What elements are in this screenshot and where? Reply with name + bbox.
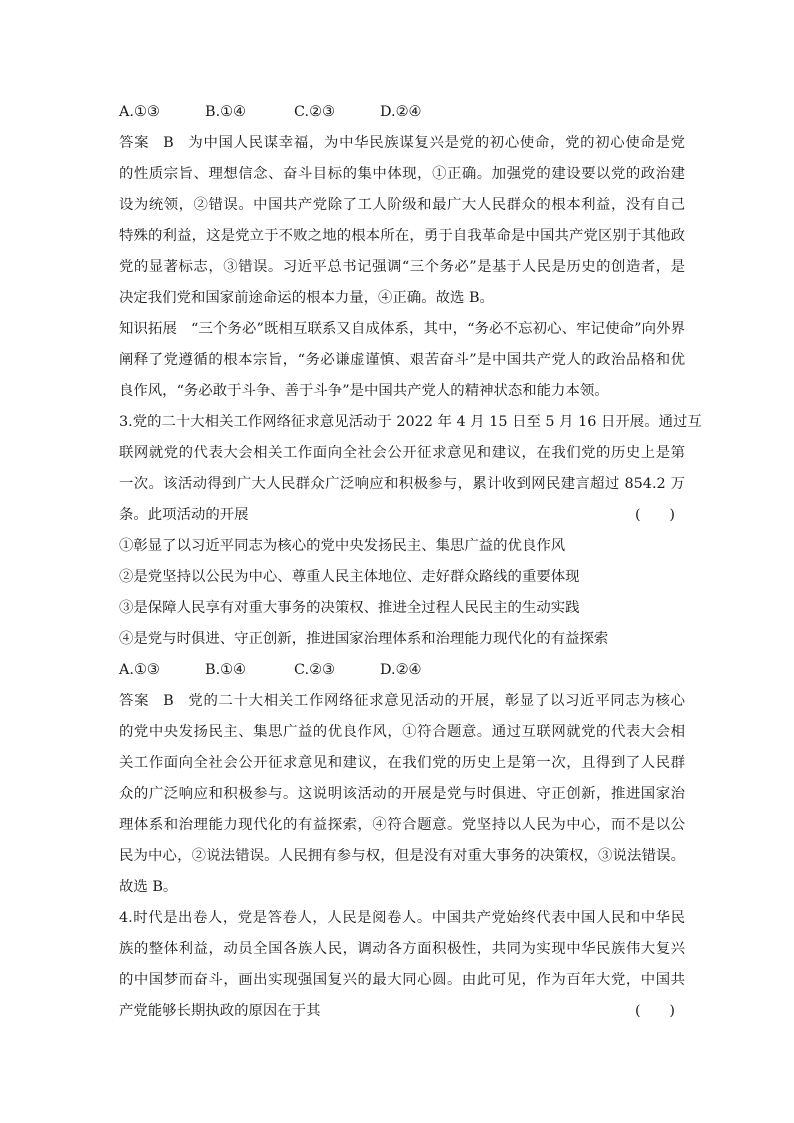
q2-option-a: A.①③ xyxy=(119,104,160,120)
q3-item: ①彰显了以习近平同志为核心的党中央发扬民主、集思广益的优良作风 xyxy=(119,538,566,554)
q4-stem-line: 4.时代是出卷人，党是答卷人，人民是阅卷人。中国共产党始终代表中国人民和中华民 xyxy=(119,910,685,926)
q3-explain-line: 的党中央发扬民主、集思广益的优良作风，①符合题意。通过互联网就党的代表大会相 xyxy=(119,724,685,740)
q2-option-d: D.②④ xyxy=(380,104,422,120)
q2-answer-line xyxy=(119,128,685,159)
q2-extension-label: 知识拓展 xyxy=(119,321,178,337)
q3-answer-label: 答案 xyxy=(119,693,150,709)
q3-stem-line: 条。此项活动的开展 xyxy=(119,507,249,523)
q3-explain-line: 故选 B。 xyxy=(119,879,178,895)
q3-explain-line: 关工作面向全社会公开征求意见和建议，在我们党的历史上是第一次，且得到了人民群 xyxy=(119,755,685,771)
q3-stem-line: 联网就党的代表大会相关工作面向全社会公开征求意见和建议，在我们党的历史上是第 xyxy=(119,445,685,461)
q4-stem-line: 的中国梦而奋斗，画出实现强国复兴的最大同心圆。由此可见，作为百年大党，中国共 xyxy=(119,972,685,988)
q2-explain-line: 为中国人民谋幸福，为中华民族谋复兴是党的初心使命，党的初心使命是党 xyxy=(187,135,685,151)
q3-item: ②是党坚持以公民为中心、尊重人民主体地位、走好群众路线的重要体现 xyxy=(119,569,580,585)
q2-explain-line: 特殊的利益，这是党立于不败之地的根本所在，勇于自我革命是中国共产党区别于其他政 xyxy=(119,228,685,244)
q3-stem-last-line xyxy=(119,500,685,531)
q3-option-c: C.②③ xyxy=(294,662,335,678)
q3-item: ③是保障人民享有对重大事务的决策权、推进全过程人民民主的生动实践 xyxy=(119,600,580,616)
q3-explain-line: 众的广泛响应和积极参与。这说明该活动的开展是党与时俱进、守正创新，推进国家治 xyxy=(119,786,685,802)
q2-explain-line: 的性质宗旨、理想信念、奋斗目标的集中体现，①正确。加强党的建设要以党的政治建 xyxy=(119,166,685,182)
q2-extension-line: 阐释了党遵循的根本宗旨，“务必谦虚谨慎、艰苦奋斗”是中国共产党人的政治品格和优 xyxy=(119,352,685,368)
q3-answer-letter: B xyxy=(163,693,174,709)
q2-explain-line: 党的显著标志，③错误。习近平总书记强调“三个务必”是基于人民是历史的创造者，是 xyxy=(119,259,685,275)
q3-answer-line xyxy=(119,686,685,717)
q2-options xyxy=(119,97,685,128)
q2-option-b: B.①④ xyxy=(205,104,246,120)
document-page xyxy=(119,97,702,1027)
q2-extension-line xyxy=(119,314,685,345)
q3-explain-line: 民为中心，②说法错误。人民拥有参与权，但是没有对重大事务的决策权，③说法错误。 xyxy=(119,848,685,864)
q2-answer-letter: B xyxy=(163,135,174,151)
q4-stem-line: 族的整体利益，动员全国各族人民，调动各方面积极性，共同为实现中华民族伟大复兴 xyxy=(119,941,685,957)
q4-stem-line: 产党能够长期执政的原因在于其 xyxy=(119,1003,321,1019)
q3-stem-line: 3.党的二十大相关工作网络征求意见活动于 2022 年 4 月 15 日至 5 月 16 日开展。通过互 xyxy=(119,414,702,430)
q3-explain-line: 理体系和治理能力现代化的有益探索，④符合题意。党坚持以人民为中心，而不是以公 xyxy=(119,817,685,833)
q2-extension-text: “三个务必”既相互联系又自成体系，其中，“务必不忘初心、牢记使命”向外界 xyxy=(191,321,685,337)
q2-explain-line: 设为统领，②错误。中国共产党除了工人阶级和最广大人民群众的根本利益，没有自己 xyxy=(119,197,685,213)
q4-answer-blank: ( ) xyxy=(634,1003,675,1019)
q3-option-a: A.①③ xyxy=(119,662,160,678)
q3-option-b: B.①④ xyxy=(205,662,246,678)
q2-answer-label: 答案 xyxy=(119,135,150,151)
q3-answer-blank: ( ) xyxy=(634,507,675,523)
q3-explain-line: 党的二十大相关工作网络征求意见活动的开展，彰显了以习近平同志为核心 xyxy=(187,693,685,709)
q3-item: ④是党与时俱进、守正创新，推进国家治理体系和治理能力现代化的有益探索 xyxy=(119,631,609,647)
q3-options xyxy=(119,655,685,686)
q3-stem-line: 一次。该活动得到广大人民群众广泛响应和积极参与，累计收到网民建言超过 854.2 万 xyxy=(119,476,685,492)
q2-option-c: C.②③ xyxy=(294,104,335,120)
q2-extension-line: 良作风，“务必敢于斗争、善于斗争”是中国共产党人的精神状态和能力本领。 xyxy=(119,383,609,399)
q3-option-d: D.②④ xyxy=(380,662,422,678)
q4-stem-last-line xyxy=(119,996,685,1027)
q2-explain-line: 决定我们党和国家前途命运的根本力量，④正确。故选 B。 xyxy=(119,290,494,306)
